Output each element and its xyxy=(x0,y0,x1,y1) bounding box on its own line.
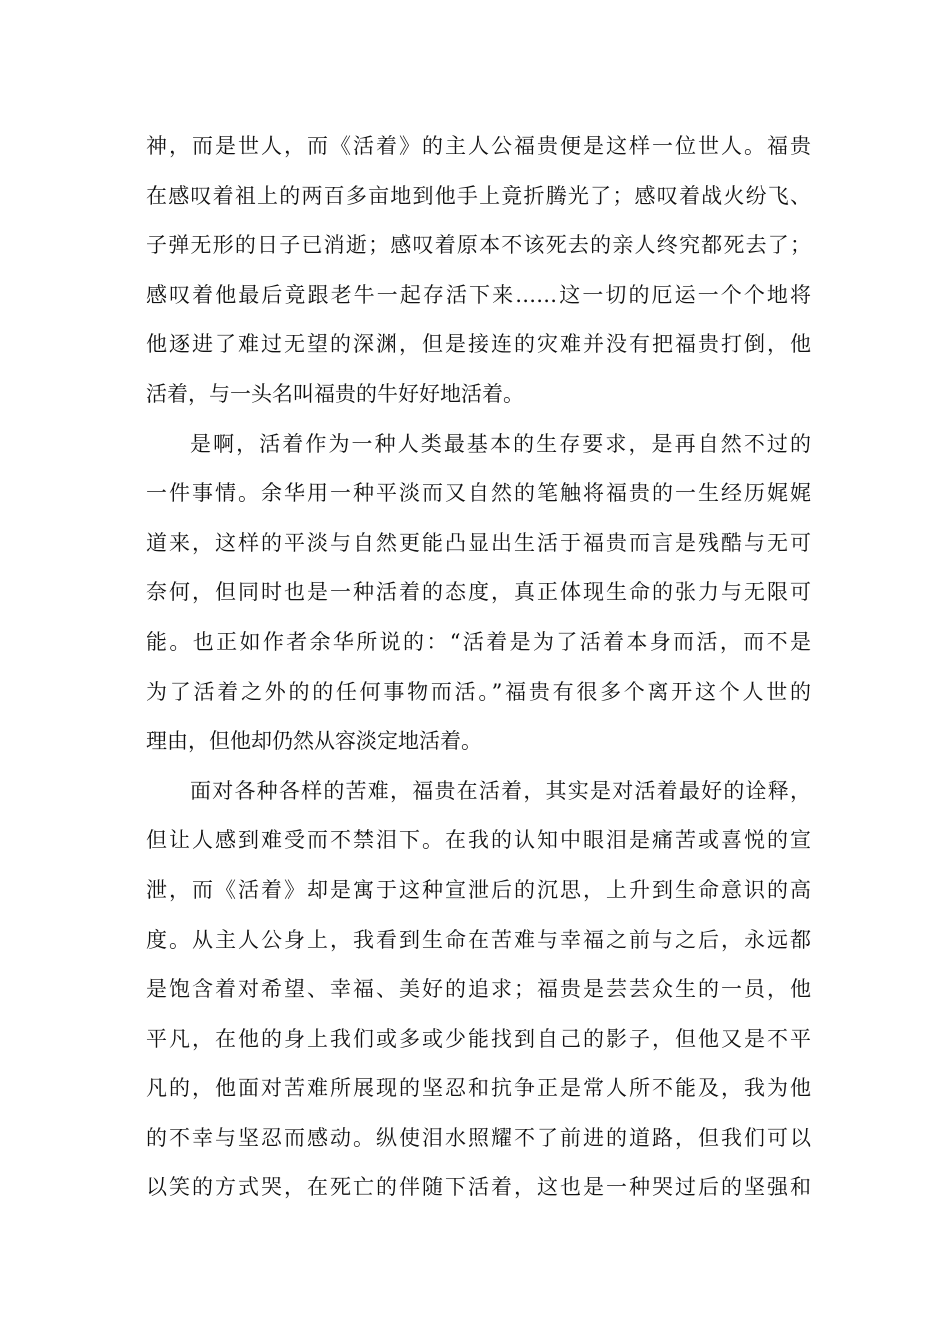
text-line: 面对各种各样的苦难，福贵在活着，其实是对活着最好的诠释， xyxy=(190,778,811,803)
text-line: 能。也正如作者余华所说的：“活着是为了活着本身而活，而不是 xyxy=(146,629,811,654)
text-line: 感叹着他最后竟跟老牛一起存活下来……这一切的厄运一个个地将 xyxy=(146,282,811,307)
text-line: 以笑的方式哭，在死亡的伴随下活着，这也是一种哭过后的坚强和 xyxy=(146,1175,811,1200)
text-line: 为了活着之外的的任何事物而活。”福贵有很多个离开这个人世的 xyxy=(146,679,811,704)
text-line: 神，而是世人，而《活着》的主人公福贵便是这样一位世人。福贵 xyxy=(146,134,811,158)
paragraph-1 xyxy=(146,122,811,420)
text-line: 在感叹着祖上的两百多亩地到他手上竟折腾光了；感叹着战火纷飞、 xyxy=(146,183,811,208)
text-line: 理由，但他却仍然从容淡定地活着。 xyxy=(146,729,482,754)
text-line: 但让人感到难受而不禁泪下。在我的认知中眼泪是痛苦或喜悦的宣 xyxy=(146,828,811,853)
text-line: 平凡，在他的身上我们或多或少能找到自己的影子，但他又是不平 xyxy=(146,1026,811,1051)
text-line: 度。从主人公身上，我看到生命在苦难与幸福之前与之后，永远都 xyxy=(146,927,811,952)
text-line: 奈何，但同时也是一种活着的态度，真正体现生命的张力与无限可 xyxy=(146,580,811,605)
text-line: 子弹无形的日子已消逝；感叹着原本不该死去的亲人终究都死去了； xyxy=(146,233,811,258)
text-line: 是饱含着对希望、幸福、美好的追求；福贵是芸芸众生的一员，他 xyxy=(146,977,811,1002)
text-line: 泄，而《活着》却是寓于这种宣泄后的沉思，上升到生命意识的高 xyxy=(146,877,811,902)
text-line: 的不幸与坚忍而感动。纵使泪水照耀不了前进的道路，但我们可以 xyxy=(146,1125,811,1150)
paragraph-3 xyxy=(146,767,811,1213)
text-line: 道来，这样的平淡与自然更能凸显出生活于福贵而言是残酷与无可 xyxy=(146,530,811,555)
paragraph-2 xyxy=(146,420,811,767)
text-line: 是啊，活着作为一种人类最基本的生存要求，是再自然不过的 xyxy=(190,431,811,456)
text-line: 他逐进了难过无望的深渊，但是接连的灾难并没有把福贵打倒，他 xyxy=(146,332,811,357)
text-line: 一件事情。余华用一种平淡而又自然的笔触将福贵的一生经历娓娓 xyxy=(146,481,811,506)
text-line: 活着，与一头名叫福贵的牛好好地活着。 xyxy=(146,381,524,406)
document-page xyxy=(146,122,811,1213)
text-line: 凡的，他面对苦难所展现的坚忍和抗争正是常人所不能及，我为他 xyxy=(146,1076,811,1101)
